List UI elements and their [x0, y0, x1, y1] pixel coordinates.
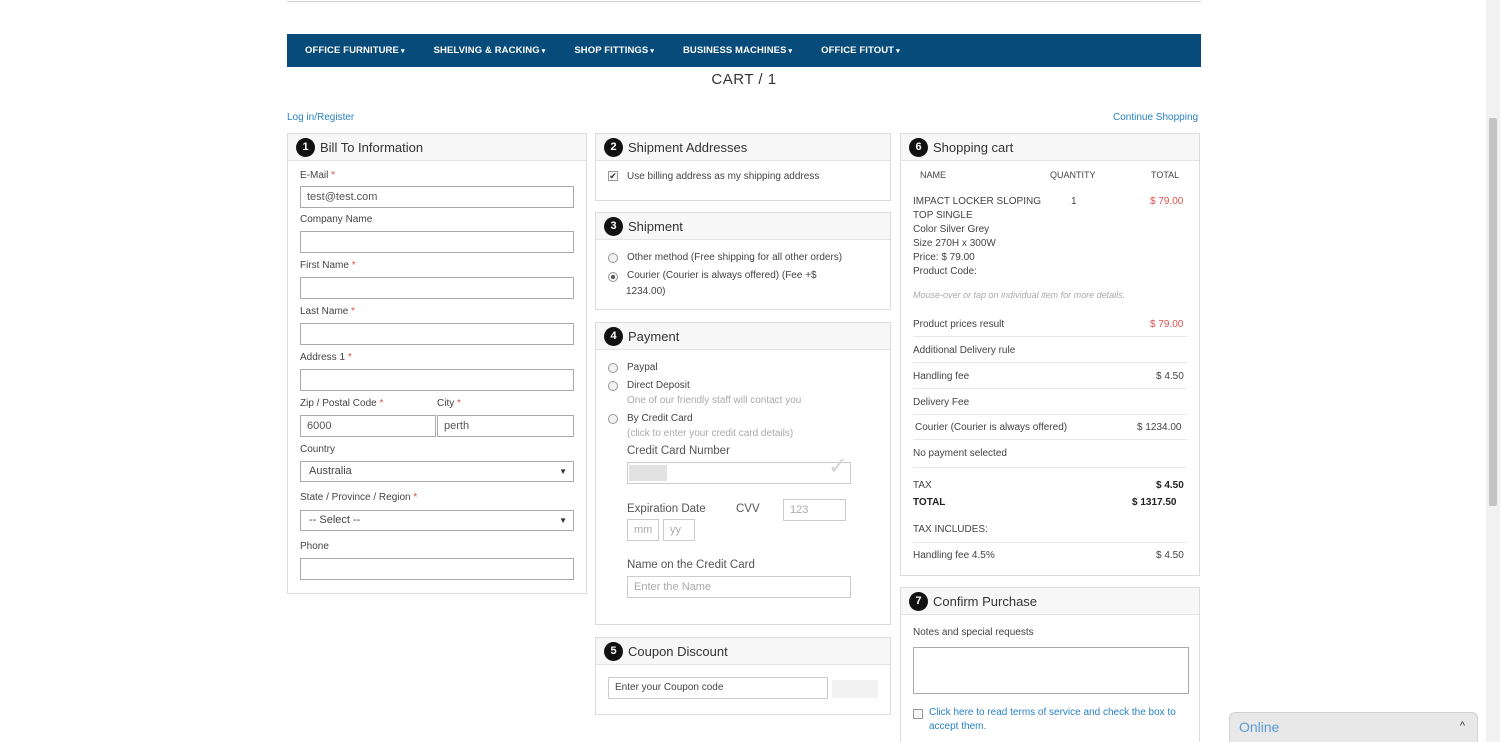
- shipment-addresses-title: Shipment Addresses: [628, 139, 748, 155]
- step-number-badge: 7: [909, 592, 928, 611]
- cart-divider: [913, 439, 1187, 440]
- terms-link-continued[interactable]: accept them.: [929, 721, 987, 732]
- city-label: City *: [437, 398, 461, 409]
- coupon-title: Coupon Discount: [628, 643, 728, 659]
- direct-deposit-label: Direct Deposit: [627, 380, 690, 391]
- state-selected-value: -- Select --: [309, 514, 361, 526]
- caret-down-icon: ▾: [650, 48, 654, 55]
- country-label: Country: [300, 444, 336, 455]
- credit-card-label: By Credit Card: [627, 413, 693, 424]
- step-number-badge: 3: [604, 217, 623, 236]
- bill-to-title: Bill To Information: [320, 139, 424, 155]
- login-register-link[interactable]: Log in/Register: [287, 112, 355, 123]
- address-field[interactable]: [300, 369, 574, 391]
- handling-fee-label: Handling fee: [913, 371, 970, 382]
- tax-includes-label: TAX INCLUDES:: [913, 524, 988, 535]
- first-name-label: First Name *: [300, 260, 356, 271]
- company-name-field[interactable]: [300, 231, 574, 253]
- country-selected-value: Australia: [309, 465, 352, 477]
- shopping-cart-panel: [900, 133, 1200, 576]
- confirm-purchase-header: [901, 588, 1199, 615]
- courier-fee-label: 1234.00): [626, 286, 666, 297]
- shopping-cart-header: [901, 134, 1199, 161]
- tax-value: $ 4.50: [1156, 480, 1184, 491]
- header-divider: [287, 0, 1201, 2]
- card-name-field[interactable]: Enter the Name: [627, 576, 851, 598]
- state-label: State / Province / Region *: [300, 492, 418, 503]
- bill-to-panel: [287, 133, 587, 594]
- step-number-badge: 5: [604, 642, 623, 661]
- card-number-field[interactable]: [627, 453, 851, 484]
- select-arrow-icon: ▼: [559, 467, 567, 476]
- shopping-cart-title: Shopping cart: [933, 139, 1014, 155]
- caret-down-icon: ▾: [896, 48, 900, 55]
- main-navigation: [287, 34, 1201, 67]
- cart-divider: [913, 414, 1187, 415]
- item-quantity: 1: [1071, 196, 1077, 207]
- paypal-radio[interactable]: [608, 363, 618, 373]
- email-field[interactable]: test@test.com: [300, 186, 574, 208]
- use-billing-label: Use billing address as my shipping address: [627, 171, 820, 182]
- shipment-addresses-panel: [595, 133, 891, 201]
- nav-office-furniture[interactable]: OFFICE FURNITURE ▾: [305, 45, 405, 56]
- nav-business-machines[interactable]: BUSINESS MACHINES ▾: [682, 45, 793, 56]
- use-billing-checkbox[interactable]: ✔: [609, 171, 617, 181]
- other-method-label: Other method (Free shipping for all other orders): [627, 252, 843, 263]
- paypal-label: Paypal: [627, 362, 658, 373]
- other-method-radio[interactable]: [608, 253, 618, 263]
- cart-divider: [913, 362, 1187, 363]
- cart-divider: [913, 388, 1187, 389]
- courier-radio[interactable]: [608, 272, 618, 282]
- coupon-input[interactable]: Enter your Coupon code: [608, 677, 828, 699]
- online-chat-bar[interactable]: [1229, 712, 1478, 742]
- address-label: Address 1 *: [300, 352, 352, 363]
- first-name-field[interactable]: [300, 277, 574, 299]
- expiry-month-field[interactable]: mm: [627, 519, 659, 541]
- confirm-purchase-panel: [900, 587, 1200, 742]
- page-title: CART / 1: [711, 71, 777, 88]
- caret-down-icon: ▾: [788, 48, 793, 55]
- column-header-name: NAME: [920, 170, 947, 180]
- checkmark-icon: ✓: [827, 453, 848, 480]
- nav-shop-fittings[interactable]: SHOP FITTINGS ▾: [574, 45, 654, 56]
- notes-textarea[interactable]: [913, 647, 1189, 694]
- coupon-header: [596, 638, 890, 665]
- payment-panel: [595, 322, 891, 625]
- product-prices-label: Product prices result: [913, 319, 1005, 330]
- nav-shelving-racking[interactable]: SHELVING & RACKING ▾: [433, 45, 546, 56]
- select-arrow-icon: ▼: [559, 516, 567, 525]
- credit-card-note: (click to enter your credit card details): [627, 428, 794, 439]
- caret-down-icon: ▾: [400, 48, 405, 55]
- card-number-label: Credit Card Number: [627, 445, 730, 457]
- step-number-badge: 2: [604, 138, 623, 157]
- courier-label: Courier (Courier is always offered) (Fee +$: [627, 270, 817, 281]
- card-type-indicator: [629, 465, 667, 481]
- step-number-badge: 4: [604, 327, 623, 346]
- item-color: Color Silver Grey: [913, 224, 990, 235]
- online-chat-label: Online: [1239, 719, 1280, 735]
- handling-fee-value: $ 4.50: [1156, 371, 1184, 382]
- credit-card-radio[interactable]: [608, 414, 618, 424]
- phone-field[interactable]: [300, 558, 574, 580]
- country-select[interactable]: [300, 461, 574, 482]
- terms-link[interactable]: Click here to read terms of service and check the box to: [929, 707, 1176, 718]
- direct-deposit-radio[interactable]: [608, 381, 618, 391]
- column-header-quantity: QUANTITY: [1050, 170, 1096, 180]
- coupon-save-button[interactable]: Save: [832, 680, 878, 698]
- item-code: Product Code:: [913, 266, 977, 277]
- item-name-line1: IMPACT LOCKER SLOPING: [913, 196, 1041, 207]
- bill-to-header: [288, 134, 586, 161]
- cart-divider: [913, 467, 1187, 468]
- page-scrollbar[interactable]: [1486, 0, 1500, 742]
- tax-label: TAX: [913, 480, 932, 491]
- no-payment-label: No payment selected: [913, 448, 1007, 459]
- courier-fee-value: $ 1234.00: [1137, 422, 1182, 433]
- cart-divider: [913, 542, 1187, 543]
- coupon-panel: [595, 637, 891, 715]
- nav-office-fitout[interactable]: OFFICE FITOUT ▾: [821, 45, 900, 56]
- shipment-addresses-header: [596, 134, 890, 161]
- phone-label: Phone: [300, 541, 329, 552]
- shipment-title: Shipment: [628, 218, 683, 234]
- additional-delivery-label: Additional Delivery rule: [913, 345, 1016, 356]
- step-number-badge: 1: [296, 138, 315, 157]
- step-number-badge: 6: [909, 138, 928, 157]
- chevron-up-icon[interactable]: ^: [1459, 720, 1465, 732]
- direct-deposit-note: One of our friendly staff will contact you: [627, 395, 802, 406]
- city-field[interactable]: perth: [437, 415, 574, 437]
- state-select[interactable]: [300, 510, 574, 531]
- shipment-panel: [595, 212, 891, 310]
- expiration-label: Expiration Date: [627, 503, 706, 515]
- company-name-label: Company Name: [300, 214, 373, 225]
- card-name-label: Name on the Credit Card: [627, 559, 755, 571]
- item-price: Price: $ 79.00: [913, 252, 975, 263]
- product-prices-value: $ 79.00: [1150, 319, 1184, 330]
- last-name-field[interactable]: [300, 323, 574, 345]
- cart-hint: Mouse-over or tap on individual item for more details.: [913, 290, 1126, 300]
- payment-header: [596, 323, 890, 350]
- item-size: Size 270H x 300W: [913, 238, 996, 249]
- item-name-line2: TOP SINGLE: [913, 210, 973, 221]
- expiry-year-field[interactable]: yy: [663, 519, 695, 541]
- continue-shopping-link[interactable]: Continue Shopping: [1113, 112, 1199, 123]
- column-header-total: TOTAL: [1151, 170, 1180, 180]
- email-label: E-Mail *: [300, 170, 336, 181]
- zip-field[interactable]: 6000: [300, 415, 436, 437]
- handling-pct-label: Handling fee 4.5%: [913, 550, 995, 561]
- notes-label: Notes and special requests: [913, 627, 1034, 638]
- total-value: $ 1317.50: [1132, 497, 1177, 508]
- delivery-fee-label: Delivery Fee: [913, 397, 970, 408]
- last-name-label: Last Name *: [300, 306, 356, 317]
- handling-pct-value: $ 4.50: [1156, 550, 1184, 561]
- terms-checkbox[interactable]: [913, 709, 923, 719]
- item-total: $ 79.00: [1150, 196, 1184, 207]
- caret-down-icon: ▾: [541, 48, 546, 55]
- total-label: TOTAL: [913, 497, 946, 508]
- scrollbar-thumb[interactable]: [1489, 118, 1497, 506]
- cvv-field[interactable]: 123: [783, 499, 846, 521]
- shipment-header: [596, 213, 890, 240]
- zip-label: Zip / Postal Code *: [300, 398, 384, 409]
- courier-fee-label: Courier (Courier is always offered): [915, 422, 1068, 433]
- cart-divider: [913, 336, 1187, 337]
- payment-title: Payment: [628, 328, 680, 344]
- confirm-purchase-title: Confirm Purchase: [933, 593, 1038, 609]
- cvv-label: CVV: [736, 503, 760, 515]
